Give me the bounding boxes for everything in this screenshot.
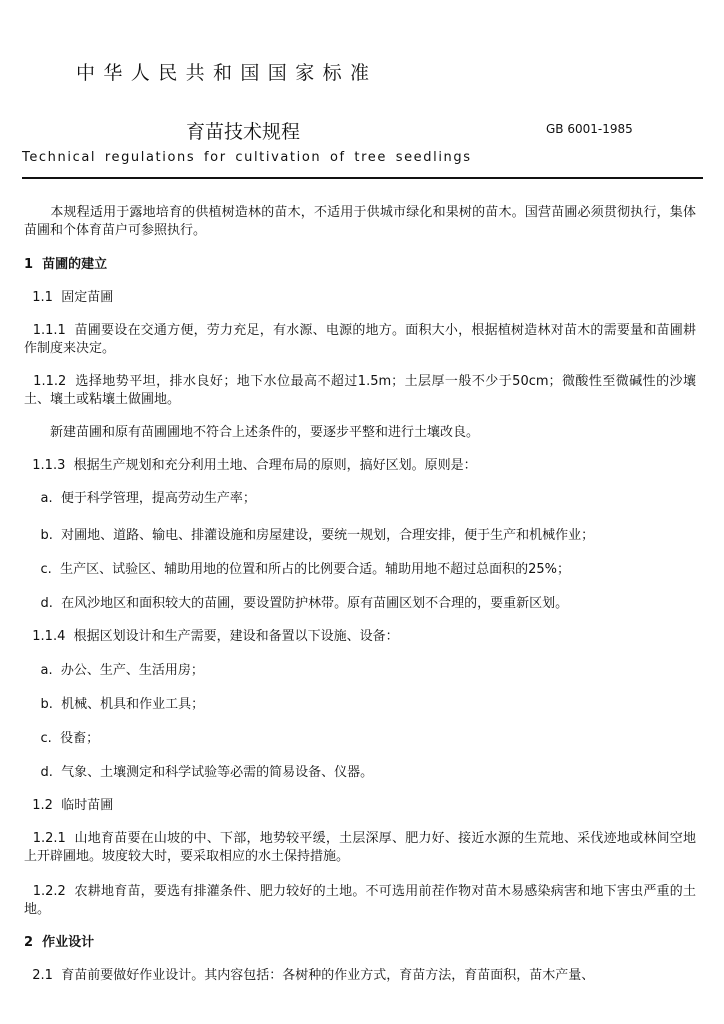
list-item-1-1-3-b: b. 对圃地、道路、输电、排灌设施和房屋建设，要统一规划，合理安排，便于生产和机械作业；	[24, 528, 595, 543]
list-item-1-1-4-a: a. 办公、生产、生活用房；	[24, 663, 204, 678]
section-1-heading: 1 苗圃的建立	[24, 257, 108, 272]
scope-paragraph: 本规程适用于露地培育的供植树造林的苗木，不适用于供城市绿化和果树的苗木。国营苗圃必须贯彻执行，集体苗圃和个体育苗户可参照执行。	[24, 205, 696, 238]
clause-1-1-2: 1.1.2 选择地势平坦，排水良好；地下水位最高不超过1.5m；土层厚一般不少于50cm；微酸性至微碱性的沙壤土、壤土或粘壤土做圃地。	[24, 374, 696, 407]
section-2-heading: 2 作业设计	[24, 935, 95, 950]
list-item-1-1-3-d: d. 在风沙地区和面积较大的苗圃，要设置防护林带。原有苗圃区划不合理的，要重新区划。	[24, 596, 569, 611]
clause-2-1: 2.1 育苗前要做好作业设计。其内容包括：各树种的作业方式，育苗方法，育苗面积，苗木产量、	[24, 968, 595, 983]
header-rule	[22, 177, 703, 179]
clause-1-2-2: 1.2.2 农耕地育苗，要选有排灌条件、肥力较好的土地。不可选用前茬作物对苗木易感染病害和地下害虫严重的土地。	[24, 884, 697, 917]
clause-1-2-1: 1.2.1 山地育苗要在山坡的中、下部，地势较平缓，土层深厚、肥力好、接近水源的生荒地、采伐迹地或林间空地上开辟圃地。坡度较大时，要采取相应的水土保持措施。	[24, 831, 697, 864]
list-item-1-1-4-b: b. 机械、机具和作业工具；	[24, 697, 205, 712]
standard-code: GB 6001-1985	[546, 122, 633, 136]
english-title: Technical regulations for cultivation of tree seedlings	[22, 150, 472, 165]
document-title: 育苗技术规程	[186, 121, 301, 143]
clause-1-1-4: 1.1.4 根据区划设计和生产需要，建设和备置以下设施、设备：	[24, 629, 399, 644]
paragraph-soil-improvement: 新建苗圃和原有苗圃圃地不符合上述条件的，要逐步平整和进行土壤改良。	[24, 425, 480, 440]
list-item-1-1-4-c: c. 役畜；	[24, 731, 100, 746]
clause-1-2: 1.2 临时苗圃	[24, 798, 114, 813]
list-item-1-1-3-a: a. 便于科学管理，提高劳动生产率；	[24, 491, 256, 506]
issuing-organization: 中华人民共和国国家标准	[76, 62, 378, 84]
list-item-1-1-3-c: c. 生产区、试验区、辅助用地的位置和所占的比例要合适。辅助用地不超过总面积的25%；	[24, 562, 570, 577]
clause-1-1: 1.1 固定苗圃	[24, 290, 114, 305]
list-item-1-1-4-d: d. 气象、土壤测定和科学试验等必需的简易设备、仪器。	[24, 765, 374, 780]
clause-1-1-3: 1.1.3 根据生产规划和充分利用土地、合理布局的原则，搞好区划。原则是：	[24, 458, 477, 473]
clause-1-1-1: 1.1.1 苗圃要设在交通方便，劳力充足，有水源、电源的地方。面积大小，根据植树造林对苗木的需要量和苗圃耕作制度来决定。	[24, 323, 697, 356]
